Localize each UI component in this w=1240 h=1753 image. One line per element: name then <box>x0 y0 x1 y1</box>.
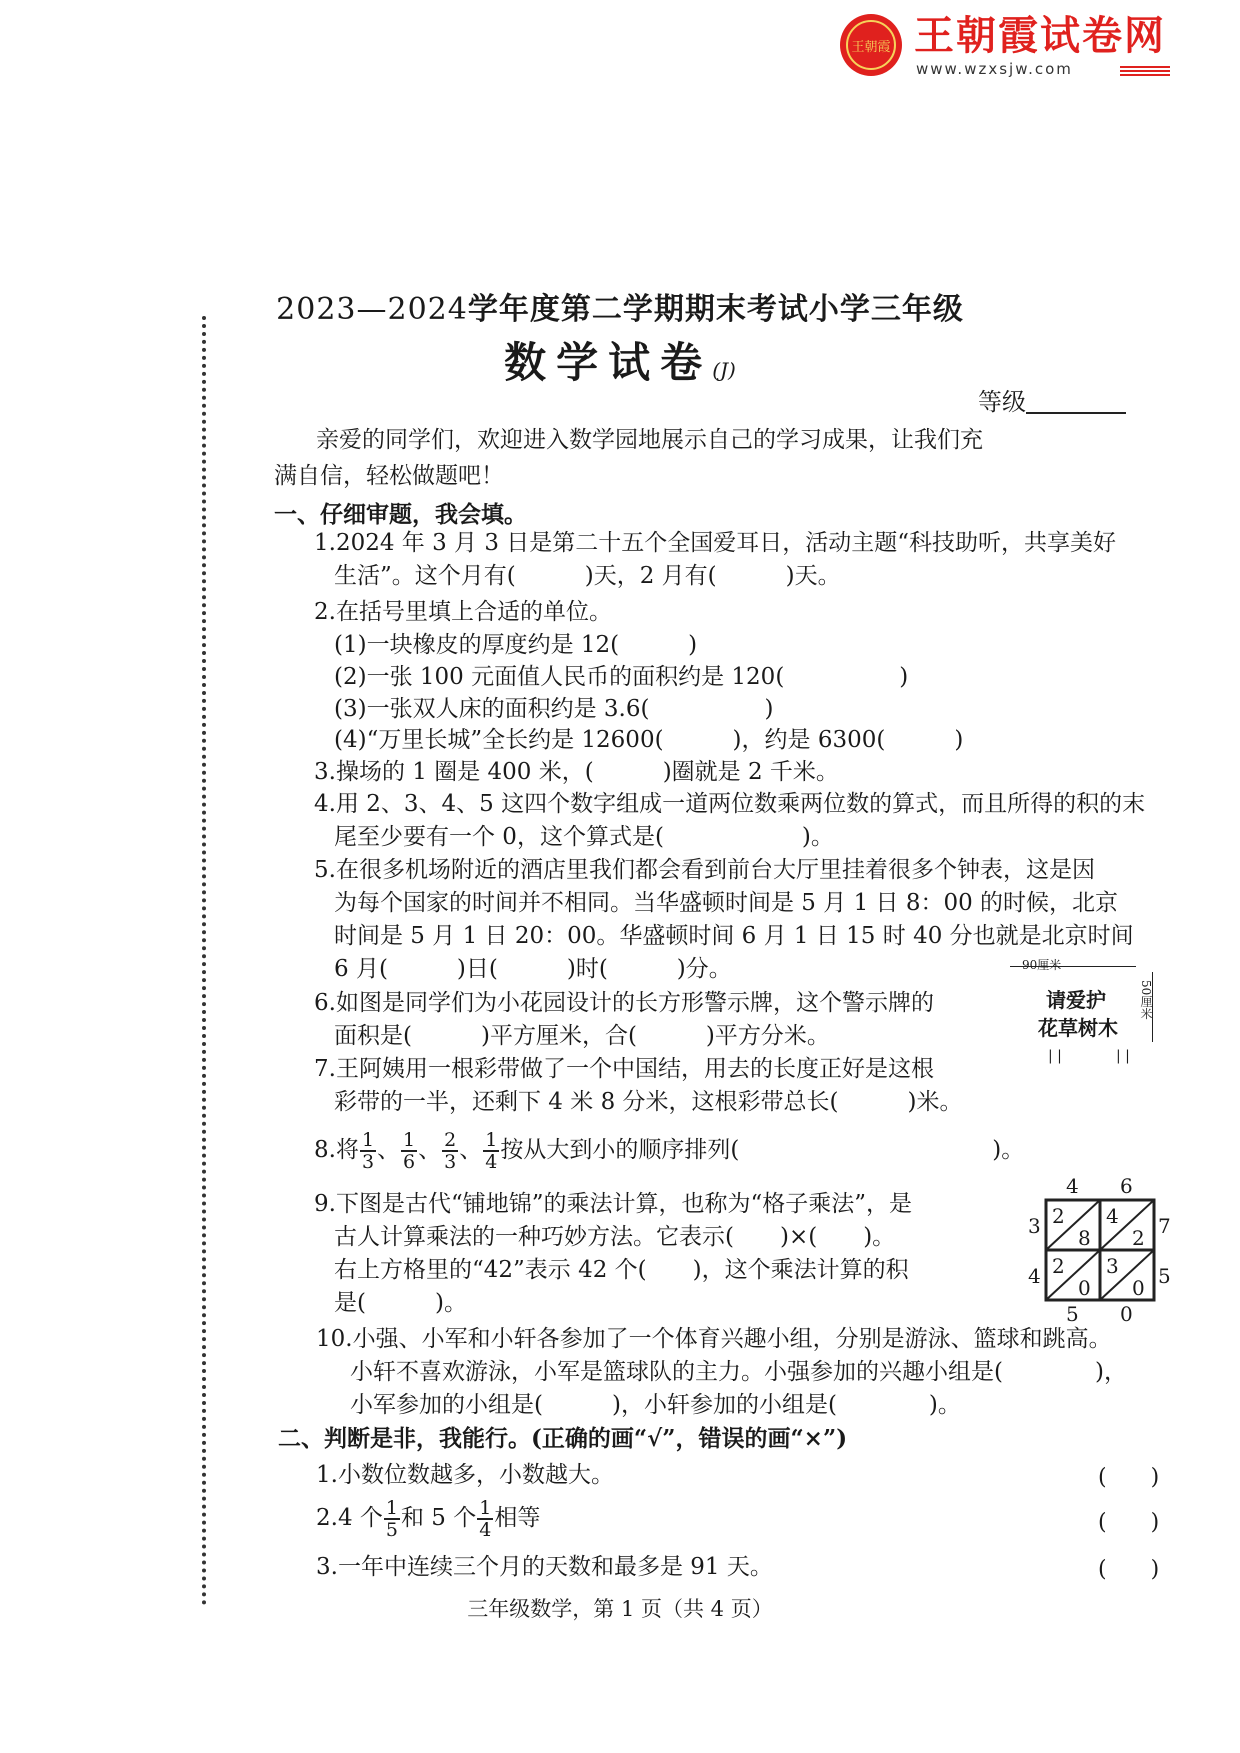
section-1-title: 一、仔细审题，我会填。 <box>274 501 527 528</box>
judge-q3: 3.一年中连续三个月的天数和最多是 91 天。 <box>316 1554 773 1580</box>
q2-title: 2.在括号里填上合适的单位。 <box>314 599 612 625</box>
q7-line-2: 彩带的一半，还剩下 4 米 8 分米，这根彩带总长( )米。 <box>334 1089 963 1115</box>
q9-line-4: 是( )。 <box>334 1290 467 1316</box>
fraction-denominator: 6 <box>403 1151 416 1173</box>
fraction <box>477 1498 493 1540</box>
exam-version: (J) <box>712 358 736 382</box>
fraction-numerator: 1 <box>385 1497 398 1519</box>
top-digit: 4 <box>1066 1174 1079 1198</box>
q5-line-1: 5.在很多机场附近的酒店里我们都会看到前台大厅里挂着很多个钟表，这是因 <box>314 857 1095 883</box>
logo-stripes <box>1120 66 1170 76</box>
separator: 、 <box>418 1137 442 1163</box>
cell-tens: 2 <box>1052 1254 1065 1278</box>
q2-4: (4)“万里长城”全长约是 12600( )，约是 6300( ) <box>334 727 964 753</box>
cell-ones: 0 <box>1132 1276 1145 1300</box>
bottom-digit: 0 <box>1120 1302 1133 1326</box>
judge-q2-part-a: 2.4 个 <box>316 1505 383 1531</box>
page-footer: 三年级数学，第 1 页（共 4 页） <box>467 1597 773 1621</box>
judge-answer-2[interactable]: ( ) <box>1098 1510 1160 1535</box>
left-digit: 4 <box>1028 1264 1041 1288</box>
grade-label: 等级 <box>978 388 1026 416</box>
binding-dotted-line <box>202 316 206 1606</box>
cell-tens: 2 <box>1052 1204 1065 1228</box>
q9-line-2: 古人计算乘法的一种巧妙方法。它表示( )×( )。 <box>334 1224 896 1250</box>
q8-prefix: 8.将 <box>314 1137 359 1163</box>
fraction <box>384 1498 400 1540</box>
q5-line-2: 为每个国家的时间并不相同。当华盛顿时间是 5 月 1 日 8：00 的时候，北京 <box>334 890 1119 916</box>
q6-line-1: 6.如图是同学们为小花园设计的长方形警示牌，这个警示牌的 <box>314 990 934 1016</box>
intro-line-2: 满自信，轻松做题吧！ <box>274 463 504 489</box>
q2-2: (2)一张 100 元面值人民币的面积约是 120( ) <box>334 664 909 690</box>
lattice-multiplication-figure <box>1028 1176 1178 1326</box>
q8-suffix: 按从大到小的顺序排列( )。 <box>500 1137 1025 1163</box>
q2-1: (1)一块橡皮的厚度约是 12( ) <box>334 632 698 658</box>
fraction-denominator: 5 <box>385 1519 398 1541</box>
fraction-numerator: 1 <box>485 1129 498 1151</box>
judge-q2-part-c: 相等 <box>494 1505 541 1531</box>
judge-q2 <box>316 1496 540 1540</box>
warning-sign-figure <box>1010 956 1160 1066</box>
fraction <box>483 1130 499 1172</box>
section-2-title: 二、判断是非，我能行。(正确的画“√”，错误的画“×”) <box>278 1425 848 1452</box>
q5-line-3: 时间是 5 月 1 日 20：00。华盛顿时间 6 月 1 日 15 时 40 分也就是北京时间 <box>334 923 1134 949</box>
sign-height-label: 50厘米 <box>1139 980 1153 1020</box>
site-url: www.wzxsjw.com <box>916 60 1073 78</box>
q5-line-4: 6 月( )日( )时( )分。 <box>334 956 732 982</box>
q7-line-1: 7.王阿姨用一根彩带做了一个中国结，用去的长度正好是这根 <box>314 1056 934 1082</box>
separator: 、 <box>459 1137 483 1163</box>
judge-q2-part-b: 和 5 个 <box>400 1505 477 1531</box>
q1-line-2: 生活”。这个月有( )天，2 月有( )天。 <box>334 563 841 589</box>
subject-title <box>0 330 1240 390</box>
seal-icon <box>838 12 904 78</box>
fraction <box>442 1130 458 1172</box>
fraction-numerator: 1 <box>479 1497 492 1519</box>
q4-line-1: 4.用 2、3、4、5 这四个数字组成一道两位数乘两位数的算式，而且所得的积的末 <box>314 791 1146 817</box>
left-digit: 3 <box>1028 1214 1041 1238</box>
fraction-numerator: 1 <box>361 1129 375 1151</box>
cell-ones: 2 <box>1132 1226 1145 1250</box>
seal-text: 王朝霞 <box>851 40 891 55</box>
cell-ones: 8 <box>1078 1226 1091 1250</box>
cell-tens: 4 <box>1106 1204 1119 1228</box>
intro-line-1: 亲爱的同学们，欢迎进入数学园地展示自己的学习成果，让我们充 <box>316 427 983 453</box>
q9-line-3: 右上方格里的“42”表示 42 个( )，这个乘法计算的积 <box>334 1257 909 1283</box>
grade-blank[interactable] <box>1026 386 1126 414</box>
exam-title <box>0 284 1240 328</box>
site-name: 王朝霞试卷网 <box>914 13 1166 59</box>
right-digit: 7 <box>1158 1214 1171 1238</box>
q1-line-1: 1.2024 年 3 月 3 日是第二十五个全国爱耳日，活动主题“科技助听，共享美好 <box>314 530 1117 556</box>
fraction <box>401 1130 417 1172</box>
q2-3: (3)一张双人床的面积约是 3.6( ) <box>334 696 774 722</box>
cell-tens: 3 <box>1106 1254 1119 1278</box>
subject-name: 数学试卷 <box>504 338 713 387</box>
sign-width-label: 90厘米 <box>1022 958 1062 972</box>
judge-answer-3[interactable]: ( ) <box>1098 1557 1160 1582</box>
q10-line-2: 小轩不喜欢游泳，小军是篮球队的主力。小强参加的兴趣小组是( )， <box>350 1359 1127 1385</box>
exam-title-rest: 学年度第二学期期末考试小学三年级 <box>467 292 964 327</box>
bottom-digit: 5 <box>1066 1302 1079 1326</box>
sign-leg-right: | | <box>1116 1048 1130 1064</box>
judge-q1: 1.小数位数越多，小数越大。 <box>316 1462 614 1488</box>
lattice-grid <box>1028 1176 1178 1326</box>
right-digit: 5 <box>1158 1264 1171 1288</box>
fraction-denominator: 3 <box>444 1151 457 1173</box>
fraction-denominator: 4 <box>479 1519 492 1541</box>
sign-text-line-2: 花草树木 <box>1038 1016 1118 1040</box>
exam-year: 2023—2024 <box>276 292 468 327</box>
q4-line-2: 尾至少要有一个 0，这个算式是( )。 <box>334 824 834 850</box>
judge-answer-1[interactable]: ( ) <box>1098 1465 1160 1490</box>
q3: 3.操场的 1 圈是 400 米，( )圈就是 2 千米。 <box>314 759 839 785</box>
q10-line-1: 10.小强、小军和小轩各参加了一个体育兴趣小组，分别是游泳、篮球和跳高。 <box>316 1326 1112 1352</box>
fraction-denominator: 4 <box>485 1151 498 1173</box>
sign-text-line-1: 请爱护 <box>1046 988 1106 1012</box>
q9-line-1: 9.下图是古代“铺地锦”的乘法计算，也称为“格子乘法”，是 <box>314 1191 912 1217</box>
fraction-numerator: 1 <box>403 1129 416 1151</box>
q6-line-2: 面积是( )平方厘米，合( )平方分米。 <box>334 1023 830 1049</box>
grade-field <box>978 382 1126 417</box>
fraction-denominator: 3 <box>361 1151 375 1173</box>
q10-line-3: 小军参加的小组是( )，小轩参加的小组是( )。 <box>350 1392 961 1418</box>
separator: 、 <box>377 1137 401 1163</box>
q8 <box>314 1128 1024 1172</box>
top-digit: 6 <box>1120 1174 1133 1198</box>
sign-leg-left: | | <box>1048 1048 1062 1064</box>
fraction <box>360 1130 376 1172</box>
cell-ones: 0 <box>1078 1276 1091 1300</box>
watermark-logo <box>838 12 1178 78</box>
fraction-numerator: 2 <box>444 1129 457 1151</box>
